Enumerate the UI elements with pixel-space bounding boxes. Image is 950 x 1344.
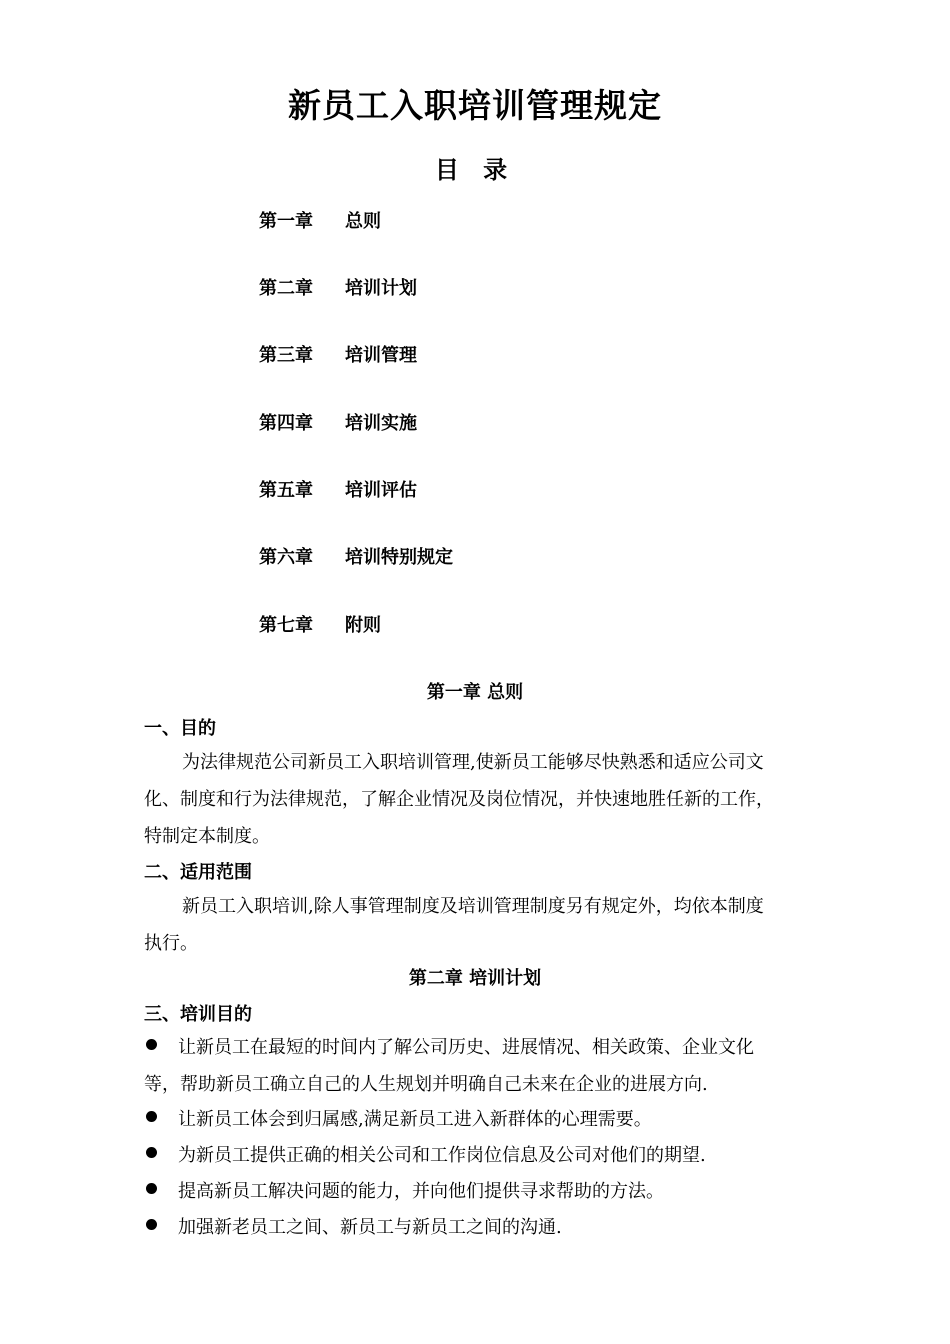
toc-item-name: 培训评估: [345, 480, 417, 501]
toc-item-number: 第二章: [259, 278, 313, 299]
bullet-item: 为新员工提供正确的相关公司和工作岗位信息及公司对他们的期望.: [178, 1145, 706, 1166]
toc-item-number: 第五章: [259, 480, 313, 501]
section-heading: 三、培训目的: [144, 1004, 252, 1025]
bullet-item: 加强新老员工之间、新员工与新员工之间的沟通.: [178, 1217, 562, 1238]
bullet-item-continuation: 等，帮助新员工确立自己的人生规划并明确自己未来在企业的进展方向.: [144, 1074, 708, 1095]
toc-item-number: 第七章: [259, 615, 313, 636]
bullet-icon: [146, 1147, 157, 1158]
toc-item-number: 第一章: [259, 211, 313, 232]
toc-item-name: 总则: [345, 211, 381, 232]
toc-item-number: 第四章: [259, 413, 313, 434]
toc-item-name: 培训管理: [345, 345, 417, 366]
toc-item-number: 第六章: [259, 547, 313, 568]
paragraph-line: 化、制度和行为法律规范，了解企业情况及岗位情况，并快速地胜任新的工作，: [144, 789, 774, 810]
chapter-heading: 第一章 总则: [426, 682, 524, 703]
section-heading: 一、目的: [144, 718, 216, 739]
bullet-icon: [146, 1219, 157, 1230]
bullet-item: 让新员工在最短的时间内了解公司历史、进展情况、相关政策、企业文化: [178, 1037, 754, 1058]
bullet-item: 让新员工体会到归属感,满足新员工进入新群体的心理需要。: [178, 1109, 652, 1130]
bullet-icon: [146, 1039, 157, 1050]
section-heading: 二、适用范围: [144, 862, 252, 883]
toc-item-name: 培训特别规定: [345, 547, 453, 568]
document-title: 新员工入职培训管理规定: [288, 86, 662, 125]
toc-item-name: 培训实施: [345, 413, 417, 434]
paragraph-line: 特制定本制度。: [144, 826, 270, 847]
toc-item-name: 附则: [345, 615, 381, 636]
bullet-icon: [146, 1111, 157, 1122]
toc-item-number: 第三章: [259, 345, 313, 366]
bullet-icon: [146, 1183, 157, 1194]
chapter-heading: 第二章 培训计划: [408, 968, 542, 989]
bullet-item: 提高新员工解决问题的能力，并向他们提供寻求帮助的方法。: [178, 1181, 664, 1202]
paragraph-line: 新员工入职培训,除人事管理制度及培训管理制度另有规定外，均依本制度: [182, 896, 764, 917]
paragraph-line: 为法律规范公司新员工入职培训管理,使新员工能够尽快熟悉和适应公司文: [182, 752, 764, 773]
toc-item-name: 培训计划: [345, 278, 417, 299]
paragraph-line: 执行。: [144, 933, 198, 954]
toc-heading: 目 录: [434, 155, 516, 184]
